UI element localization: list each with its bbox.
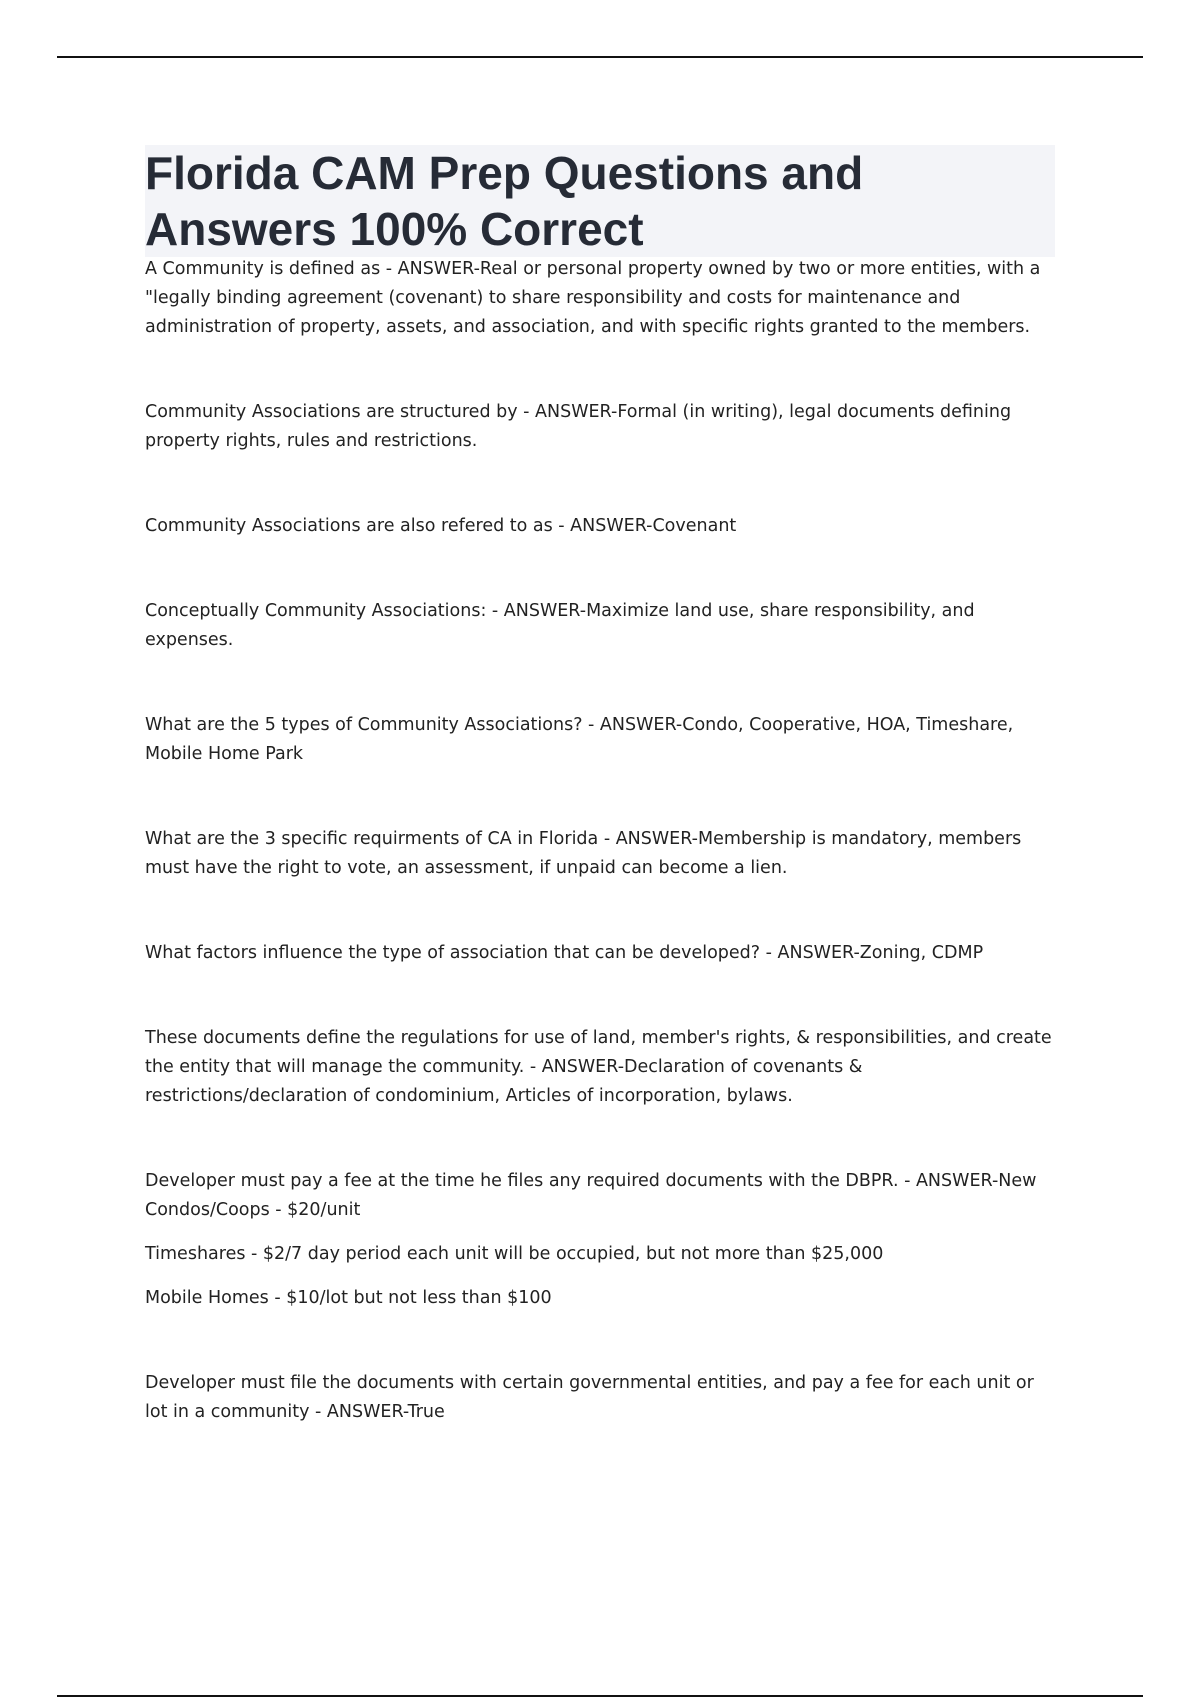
qa-item-4: Conceptually Community Associations: - ANSWER-Maximize land use, share responsibility, and expenses. — [145, 601, 975, 650]
qa-item-2: Community Associations are structured by - ANSWER-Formal (in writing), legal documents defining property rights, rules and restrictions. — [145, 402, 1012, 451]
qa-item-8: These documents define the regulations for use of land, member's rights, & responsibilities, and create the entity that will manage the community. - ANSWER-Declaration of covenants & restrictions/declaration of condominium, Articles of incorporation, bylaws. — [145, 1028, 1052, 1106]
title-line-1: Florida CAM Prep Questions and — [145, 147, 864, 199]
bottom-rule — [57, 1695, 1143, 1697]
qa-list — [145, 255, 1060, 1427]
qa-item-6: What are the 3 specific requirments of CA in Florida - ANSWER-Membership is mandatory, members must have the right to vote, an assessment, if unpaid can become a lien. — [145, 829, 1022, 878]
qa-item-1: A Community is defined as - ANSWER-Real or personal property owned by two or more entities, with a "legally binding agreement (covenant) to share responsibility and costs for maintenance and administration of property, assets, and association, and with specific rights granted to the members. — [145, 259, 1041, 337]
title-block — [145, 145, 1055, 257]
document-title — [145, 145, 1055, 257]
qa-item-10: Developer must file the documents with certain governmental entities, and pay a fee for each unit or lot in a community - ANSWER-True — [145, 1373, 1034, 1422]
qa-item-7: What factors influence the type of association that can be developed? - ANSWER-Zoning, CDMP — [145, 943, 984, 963]
title-line-2: Answers 100% Correct — [145, 203, 644, 255]
top-rule — [57, 56, 1143, 58]
fee-line-timeshares: Timeshares - $2/7 day period each unit will be occupied, but not more than $25,000 — [145, 1244, 884, 1264]
fee-line-mobile-homes: Mobile Homes - $10/lot but not less than $100 — [145, 1288, 552, 1308]
qa-item-3: Community Associations are also refered to as - ANSWER-Covenant — [145, 516, 737, 536]
qa-item-5: What are the 5 types of Community Associations? - ANSWER-Condo, Cooperative, HOA, Timeshare, Mobile Home Park — [145, 715, 1014, 764]
qa-item-9: Developer must pay a fee at the time he files any required documents with the DBPR. - ANSWER-New Condos/Coops - $20/unit — [145, 1171, 1037, 1220]
